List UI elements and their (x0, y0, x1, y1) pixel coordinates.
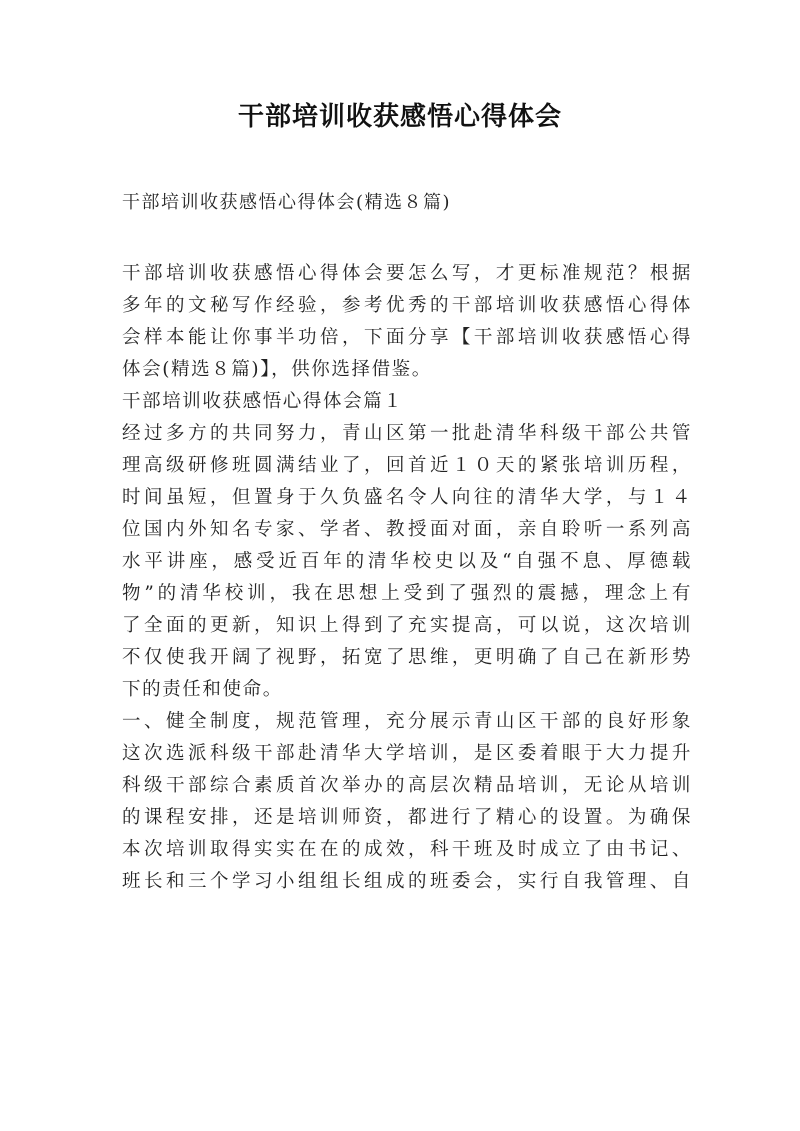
document-subtitle: 干部培训收获感悟心得体会(精选８篇) (122, 192, 452, 213)
paragraph-line: 的课程安排，还是培训师资，都进行了精心的设置。为确保 (122, 807, 692, 828)
paragraph-line: 经过多方的共同努力，青山区第一批赴清华科级干部公共管 (122, 423, 692, 444)
paragraph-line: 位国内外知名专家、学者、教授面对面，亲自聆听一系列高 (122, 519, 692, 540)
paragraph-line: 了全面的更新，知识上得到了充实提高，可以说，这次培训 (122, 615, 692, 636)
section-heading: 一、健全制度，规范管理，充分展示青山区干部的良好形象 (122, 711, 692, 732)
paragraph-line: 科级干部综合素质首次举办的高层次精品培训，无论从培训 (122, 775, 692, 796)
paragraph-line: 时间虽短，但置身于久负盛名令人向往的清华大学，与１４ (122, 487, 692, 508)
document-title: 干部培训收获感悟心得体会 (237, 102, 562, 132)
paragraph-line: 多年的文秘写作经验，参考优秀的干部培训收获感悟心得体 (122, 295, 692, 316)
section-heading: 干部培训收获感悟心得体会篇１ (122, 391, 404, 412)
paragraph-line: 本次培训取得实实在在的成效，科干班及时成立了由书记、 (122, 839, 692, 860)
paragraph-line: 干部培训收获感悟心得体会要怎么写，才更标准规范？根据 (122, 263, 692, 284)
paragraph-line: 物”的清华校训，我在思想上受到了强烈的震撼，理念上有 (122, 583, 692, 604)
paragraph-line: 会样本能让你事半功倍，下面分享【干部培训收获感悟心得 (122, 327, 692, 348)
paragraph-line: 下的责任和使命。 (122, 679, 283, 700)
paragraph-line: 不仅使我开阔了视野，拓宽了思维，更明确了自己在新形势 (122, 647, 692, 668)
paragraph-line: 理高级研修班圆满结业了，回首近１０天的紧张培训历程， (122, 455, 692, 476)
document-body (122, 258, 692, 898)
paragraph-line: 这次选派科级干部赴清华大学培训，是区委着眼于大力提升 (122, 743, 692, 764)
paragraph-line: 班长和三个学习小组组长组成的班委会，实行自我管理、自 (122, 871, 692, 892)
paragraph-line: 水平讲座，感受近百年的清华校史以及“自强不息、厚德载 (122, 551, 692, 572)
paragraph-line: 体会(精选８篇)】，供你选择借鉴。 (122, 359, 432, 380)
